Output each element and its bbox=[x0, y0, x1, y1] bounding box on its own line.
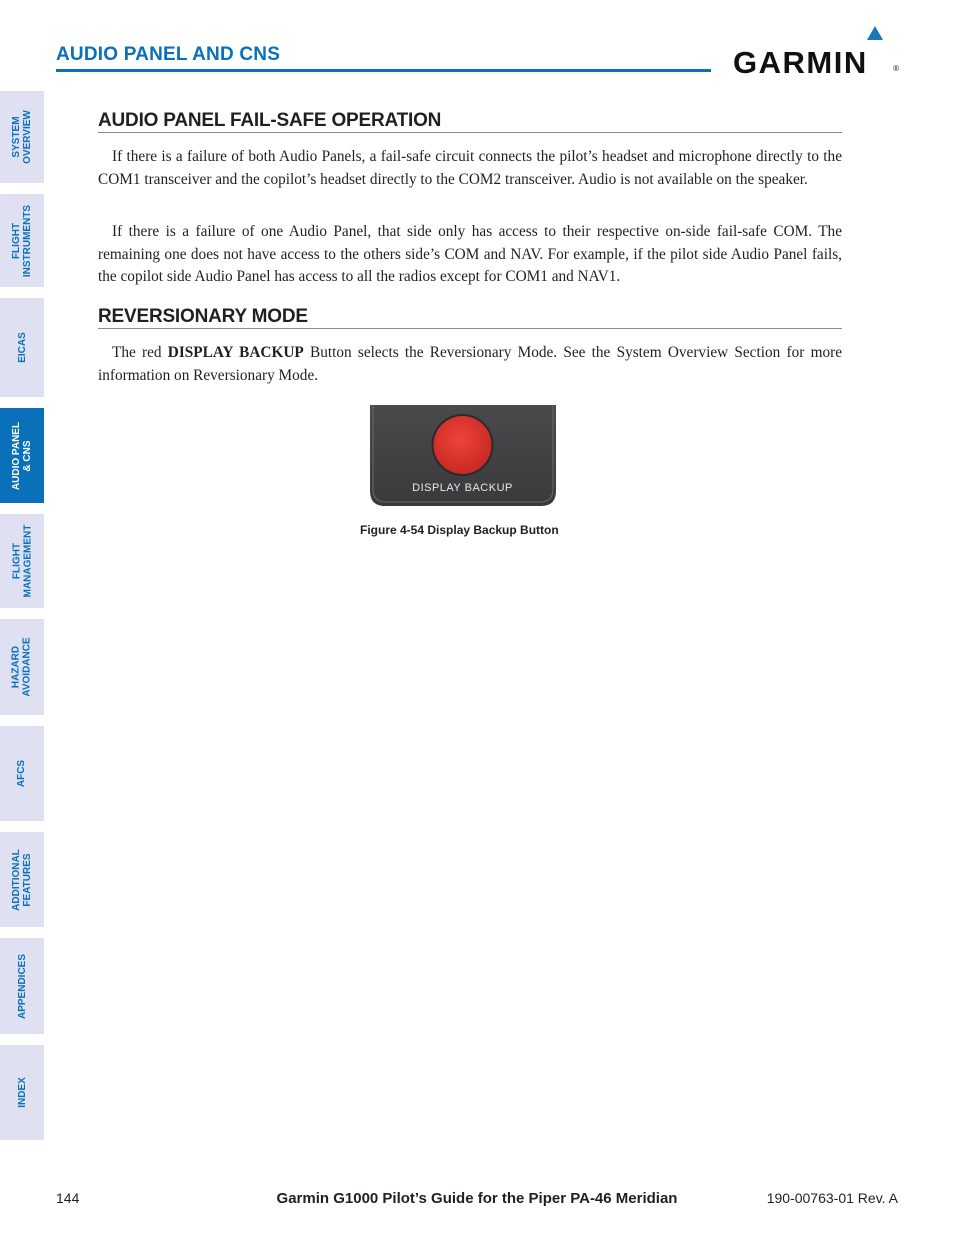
heading-rule bbox=[98, 328, 842, 329]
tab-system-overview[interactable] bbox=[0, 91, 44, 183]
tab-eicas[interactable] bbox=[0, 298, 44, 397]
heading-rule bbox=[98, 132, 842, 133]
footer-title: Garmin G1000 Pilot’s Guide for the Piper PA-46 Meridian bbox=[276, 1190, 678, 1207]
display-backup-button bbox=[434, 416, 492, 474]
paragraph-reversionary bbox=[98, 342, 842, 387]
text-run: The red bbox=[112, 344, 168, 361]
tab-label: ADDITIONAL FEATURES bbox=[11, 848, 34, 911]
page-number: 144 bbox=[56, 1190, 80, 1206]
tab-index[interactable] bbox=[0, 1045, 44, 1140]
tab-label: SYSTEM OVERVIEW bbox=[11, 110, 33, 164]
tab-label: HAZARD AVOIDANCE bbox=[11, 637, 34, 697]
section-header-title: AUDIO PANEL AND CNS bbox=[56, 44, 281, 65]
tab-label: EICAS bbox=[16, 332, 28, 363]
tab-label: AFCS bbox=[16, 759, 28, 788]
display-backup-figure bbox=[370, 405, 556, 506]
text-run: Button selects the Reversionary Mode. See the System Overview Section for more information on Reversionary Mode. bbox=[98, 344, 842, 384]
heading-failsafe-operation: AUDIO PANEL FAIL-SAFE OPERATION bbox=[98, 110, 442, 131]
garmin-logo bbox=[733, 26, 899, 80]
logo-wordmark: GARMIN bbox=[733, 45, 868, 80]
tab-additional-features[interactable] bbox=[0, 832, 44, 927]
paragraph-failsafe-2: If there is a failure of one Audio Panel, that side only has access to their respective on-side fail-safe COM. The remaining one does not have access to the others side’s COM and NAV. For example, if the pilot side Audio Panel fails, the copilot side Audio Panel has access to all the radios except for COM1 and NAV1. bbox=[98, 223, 842, 285]
logo-registered-mark: ® bbox=[893, 64, 899, 73]
figure-caption: Figure 4-54 Display Backup Button bbox=[360, 523, 559, 537]
tab-audio-panel-cns[interactable] bbox=[0, 408, 44, 503]
document-number: 190-00763-01 Rev. A bbox=[766, 1190, 898, 1206]
tab-afcs[interactable] bbox=[0, 726, 44, 821]
display-backup-term: DISPLAY BACKUP bbox=[167, 344, 304, 361]
garmin-triangle-icon bbox=[867, 26, 883, 40]
tab-hazard-avoidance[interactable] bbox=[0, 619, 44, 715]
tab-flight-instruments[interactable] bbox=[0, 194, 44, 287]
paragraph-failsafe-1: If there is a failure of both Audio Panels, a fail-safe circuit connects the pilot’s headset and microphone directly to the COM1 transceiver and the copilot’s headset directly to the COM2 transceiver. Audio is not available on the speaker. bbox=[98, 148, 842, 188]
tab-appendices[interactable] bbox=[0, 938, 44, 1034]
tab-label: APPENDICES bbox=[16, 953, 28, 1019]
tab-label: INDEX bbox=[16, 1077, 28, 1108]
tab-label: FLIGHT INSTRUMENTS bbox=[11, 204, 34, 277]
display-backup-label: DISPLAY BACKUP bbox=[412, 482, 513, 494]
tab-flight-management[interactable] bbox=[0, 514, 44, 608]
display-backup-bezel bbox=[370, 405, 556, 506]
tab-label: FLIGHT MANAGEMENT bbox=[11, 524, 33, 598]
tab-label: AUDIO PANEL & CNS bbox=[11, 421, 33, 490]
header-rule bbox=[56, 69, 711, 72]
heading-reversionary-mode: REVERSIONARY MODE bbox=[98, 306, 308, 327]
